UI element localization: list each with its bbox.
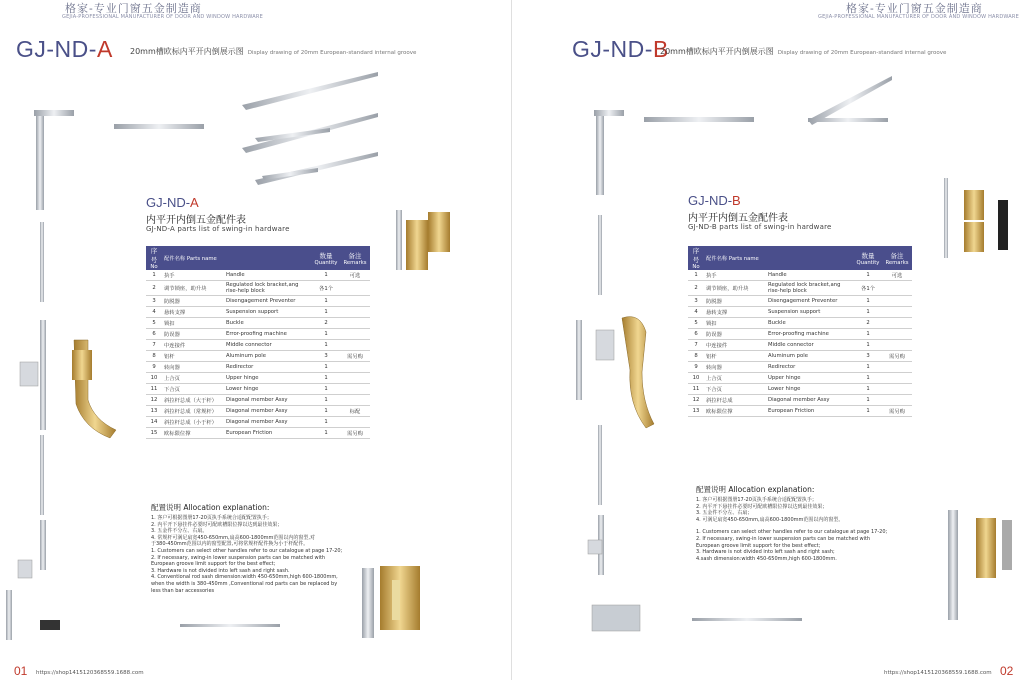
remark [340, 340, 370, 351]
table-row [146, 296, 370, 307]
table-row [688, 329, 912, 340]
quantity: 1 [854, 373, 882, 384]
shop-url: https://shop1415120368559.1688.com [36, 670, 144, 676]
quantity: 1 [854, 270, 882, 281]
row-number: 11 [146, 384, 162, 395]
table-row [146, 351, 370, 362]
quantity: 1 [854, 395, 882, 406]
part-name-en: Aluminum pole [224, 351, 312, 362]
remark [882, 307, 912, 318]
remark [340, 395, 370, 406]
quantity: 1 [854, 362, 882, 373]
part-name-cn: 执手 [162, 270, 224, 281]
table-row [688, 270, 912, 281]
part-name-cn: 欧标限位撑 [162, 428, 224, 439]
quantity: 1 [312, 296, 340, 307]
part-name-cn: 悬转支撑 [162, 307, 224, 318]
part-name-cn: 防脱器 [162, 296, 224, 307]
remark: 需另购 [882, 406, 912, 417]
allocation-line: 1. 客户可根据图册17-20页执手系统合适配配置执手； [151, 515, 272, 521]
row-number: 3 [146, 296, 162, 307]
brand-tagline: GEJIA-PROFESSIONAL MANUFACTURER OF DOOR AND WINDOW HARDWARE [818, 14, 1019, 20]
allocation-line: 1. 客户可根据图册17-20页执手系统合适配配置执手； [696, 497, 817, 503]
part-name-en: Handle [224, 270, 312, 281]
quantity: 1 [854, 340, 882, 351]
allocation-line: 2. If necessary, swing-in lower suspension parts can be matched with [696, 535, 871, 542]
remark: 需另购 [882, 351, 912, 362]
parts-list-title: 内平开内倒五金配件表 [688, 213, 788, 224]
allocation-line: 2. 内平开下悬挂件必要时可配欧槽限位撑以达到最佳效果； [151, 521, 283, 528]
part-name-en: European Friction [224, 428, 312, 439]
part-name-en: Aluminum pole [766, 351, 854, 362]
row-number: 15 [146, 428, 162, 439]
part-name-cn: 斜拉杆总成 [704, 395, 766, 406]
table-row [688, 296, 912, 307]
allocation-line: 2. If necessary, swing-in lower suspension parts can be matched with [151, 554, 326, 561]
table-row [146, 428, 370, 439]
table-row [146, 384, 370, 395]
part-name-en: Diagonal member Assy [766, 395, 854, 406]
product-description: 20mm槽欧标内平开内倒展示图 Display drawing of 20mm European-standard internal groove [660, 47, 947, 56]
row-number: 11 [688, 384, 704, 395]
row-number: 14 [146, 417, 162, 428]
part-name-cn: 中连接件 [704, 340, 766, 351]
row-number: 7 [688, 340, 704, 351]
row-number: 1 [688, 270, 704, 281]
part-name-en: Redirector [766, 362, 854, 373]
upper-hinge-part [964, 190, 984, 220]
remark [340, 307, 370, 318]
allocation-line: when the width is 380-450mm ,Conventional rod parts can be replaced by [151, 580, 338, 587]
table-row [146, 281, 370, 296]
part-name-cn: 铝杆 [704, 351, 766, 362]
part-name-en: Regulated lock bracket,ang rise-help block [766, 281, 854, 296]
allocation-line: 1. Customers can select other handles refer to our catalogue at page 17-20; [151, 547, 343, 554]
row-number: 5 [146, 318, 162, 329]
quantity: 1 [312, 270, 340, 281]
part-name-en: Lower hinge [766, 384, 854, 395]
part-name-en: Error-proofing machine [224, 329, 312, 340]
row-number: 8 [146, 351, 162, 362]
page-number: 01 [14, 664, 28, 678]
remark [340, 318, 370, 329]
remark [882, 340, 912, 351]
table-row [146, 307, 370, 318]
part-name-cn: 调节锁座，助升块 [162, 281, 224, 296]
product-code: GJ-ND-A [16, 36, 113, 62]
remark [340, 362, 370, 373]
table-row [146, 362, 370, 373]
remark [340, 417, 370, 428]
part-name-en: European Friction [766, 406, 854, 417]
quantity: 3 [312, 351, 340, 362]
table-row [146, 270, 370, 281]
part-name-en: Redirector [224, 362, 312, 373]
row-number: 12 [688, 395, 704, 406]
allocation-line: 1. Customers can select other handles refer to our catalogue at page 17-20; [696, 529, 888, 536]
quantity: 1 [854, 329, 882, 340]
brand-name: 格家-专业门窗五金制造商 [65, 2, 202, 15]
part-name-en: Suspension support [224, 307, 312, 318]
quantity: 1 [312, 307, 340, 318]
part-name-en: Buckle [766, 318, 854, 329]
allocation-line: 3. Hardware is not divided into left sash and right sash; [696, 549, 835, 556]
part-name-en: Buckle [224, 318, 312, 329]
allocation-title: 配置说明 Allocation explanation: [151, 503, 270, 512]
row-number: 13 [146, 406, 162, 417]
middle-connector-part [40, 320, 46, 430]
part-name-cn: 调节锁座，助升块 [704, 281, 766, 296]
row-number: 2 [688, 281, 704, 296]
allocation-line: 3. Hardware is not divided into left sash and right sash. [151, 567, 290, 574]
page-number: 02 [1000, 664, 1014, 678]
parts-list-code: GJ-ND-A [146, 195, 199, 210]
allocation-line: European groove limit support for the best effect; [151, 561, 276, 568]
part-name-cn: 中连接件 [162, 340, 224, 351]
table-row [146, 373, 370, 384]
part-name-en: Diagonal member Assy [224, 395, 312, 406]
parts-table [146, 246, 370, 439]
row-number: 12 [146, 395, 162, 406]
upper-hinge-part [406, 220, 428, 270]
remark [882, 384, 912, 395]
table-row [146, 329, 370, 340]
part-name-cn: 悬转支撑 [704, 307, 766, 318]
table-row [688, 406, 912, 417]
parts-list-subtitle: GJ-ND-B parts list of swing-in hardware [688, 223, 832, 231]
remark [340, 329, 370, 340]
brand-name: 格家-专业门窗五金制造商 [846, 2, 983, 15]
table-row [146, 340, 370, 351]
table-row [688, 318, 912, 329]
quantity: 1 [312, 384, 340, 395]
allocation-text [151, 515, 371, 594]
part-name-cn: 上合页 [704, 373, 766, 384]
row-number: 9 [146, 362, 162, 373]
table-row [688, 351, 912, 362]
remark [882, 362, 912, 373]
remark [340, 296, 370, 307]
table-row [146, 417, 370, 428]
quantity: 1 [312, 329, 340, 340]
row-number: 6 [688, 329, 704, 340]
part-name-en: Middle connector [766, 340, 854, 351]
part-name-cn: 欧标限位撑 [704, 406, 766, 417]
allocation-line: 于380-450mm范围以内的窗型配置,可将常规杆配件换为小于杆配件。 [151, 541, 309, 548]
lower-hinge-part [976, 518, 996, 578]
part-name-cn: 执手 [704, 270, 766, 281]
table-row [688, 340, 912, 351]
parts-table [688, 246, 912, 417]
allocation-title: 配置说明 Allocation explanation: [696, 485, 815, 494]
quantity: 1 [312, 406, 340, 417]
diagonal-member-1 [242, 72, 378, 110]
row-number: 4 [146, 307, 162, 318]
table-row [688, 395, 912, 406]
shop-url: https://shop1415120368559.1688.com [884, 670, 992, 676]
remark [340, 281, 370, 296]
allocation-line: less than bar accessories [151, 587, 215, 594]
table-row [688, 384, 912, 395]
part-name-cn: 铝杆 [162, 351, 224, 362]
part-name-cn: 下合页 [162, 384, 224, 395]
part-name-en: Diagonal member Assy [224, 406, 312, 417]
remark: 需另购 [340, 428, 370, 439]
quantity: 2 [312, 318, 340, 329]
table-row [146, 395, 370, 406]
allocation-line: 4. Conventional rod sash dimension:width 450-650mm,high 600-1800mm, [151, 574, 338, 581]
product-description: 20mm槽欧标内平开内倒展示图 Display drawing of 20mm European-standard internal groove [130, 47, 417, 56]
part-name-cn: 锁扣 [704, 318, 766, 329]
part-name-en: Disengagement Preventer [224, 296, 312, 307]
row-number: 3 [688, 296, 704, 307]
part-name-en: Handle [766, 270, 854, 281]
remark [882, 281, 912, 296]
row-number: 7 [146, 340, 162, 351]
row-number: 2 [146, 281, 162, 296]
remark [340, 384, 370, 395]
part-name-en: Error-proofing machine [766, 329, 854, 340]
quantity: 1 [312, 395, 340, 406]
row-number: 4 [688, 307, 704, 318]
row-number: 6 [146, 329, 162, 340]
row-number: 5 [688, 318, 704, 329]
table-row [146, 318, 370, 329]
remark [340, 373, 370, 384]
row-number: 10 [146, 373, 162, 384]
allocation-text [696, 497, 916, 562]
handle-part [622, 317, 654, 428]
part-name-cn: 斜拉杆总成（大于杆） [162, 395, 224, 406]
quantity: 3 [854, 351, 882, 362]
part-name-cn: 上合页 [162, 373, 224, 384]
quantity: 2 [854, 318, 882, 329]
row-number: 8 [688, 351, 704, 362]
table-header: 序号 No 配件名称 Parts name 数量 Quantity 备注 Remarks [146, 246, 370, 270]
quantity: 各1个 [312, 281, 340, 296]
part-name-en: Diagonal member Assy [224, 417, 312, 428]
brand-tagline: GEJIA-PROFESSIONAL MANUFACTURER OF DOOR AND WINDOW HARDWARE [62, 14, 263, 20]
product-code: GJ-ND-B [572, 36, 669, 62]
remark [882, 318, 912, 329]
table-header: 序号 No 配件名称 Parts name 数量 Quantity 备注 Remarks [688, 246, 912, 270]
table-row [688, 307, 912, 318]
parts-list-subtitle: GJ-ND-A parts list of swing-in hardware [146, 225, 290, 233]
remark: 标配 [340, 406, 370, 417]
allocation-line: 4. 常规杆可满足扇宽450-650mm,扇高600-1800mm范围以内的窗型,对 [151, 534, 315, 541]
allocation-line: 3. 五金件不分左、右扇。 [151, 528, 208, 535]
table-row [688, 373, 912, 384]
part-name-cn: 斜拉杆总成（常规杆） [162, 406, 224, 417]
part-name-en: Suspension support [766, 307, 854, 318]
table-row [146, 406, 370, 417]
quantity: 1 [312, 362, 340, 373]
part-name-cn: 下合页 [704, 384, 766, 395]
row-number: 1 [146, 270, 162, 281]
remark [882, 329, 912, 340]
remark: 可选 [340, 270, 370, 281]
part-name-en: Upper hinge [224, 373, 312, 384]
part-name-cn: 转向器 [162, 362, 224, 373]
quantity: 1 [312, 373, 340, 384]
quantity: 1 [312, 417, 340, 428]
row-number: 13 [688, 406, 704, 417]
allocation-line: 4. 可满足扇宽450-650mm,扇高600-1800mm范围以内的窗型。 [696, 516, 844, 523]
remark: 需另购 [340, 351, 370, 362]
allocation-line: European groove limit support for the best effect; [696, 542, 821, 549]
part-name-cn: 防误器 [704, 329, 766, 340]
part-name-en: Upper hinge [766, 373, 854, 384]
part-name-en: Disengagement Preventer [766, 296, 854, 307]
row-number: 10 [688, 373, 704, 384]
quantity: 1 [312, 428, 340, 439]
right-page [512, 0, 1024, 680]
allocation-line: 2. 内平开下悬挂件必要时可配欧槽限位撑以达到最佳效果； [696, 503, 828, 510]
part-name-cn: 防脱器 [704, 296, 766, 307]
table-row [688, 281, 912, 296]
quantity: 1 [854, 307, 882, 318]
part-name-cn: 防误器 [162, 329, 224, 340]
allocation-line: 3. 五金件不分左、右扇； [696, 510, 753, 517]
remark [882, 296, 912, 307]
quantity: 1 [312, 340, 340, 351]
remark: 可选 [882, 270, 912, 281]
parts-list-code: GJ-ND-B [688, 193, 741, 208]
row-number: 9 [688, 362, 704, 373]
part-name-cn: 斜拉杆总成（小于杆） [162, 417, 224, 428]
quantity: 1 [854, 406, 882, 417]
diagonal-member [808, 76, 892, 125]
quantity: 1 [854, 296, 882, 307]
remark [882, 373, 912, 384]
part-name-en: Middle connector [224, 340, 312, 351]
parts-list-title: 内平开内倒五金配件表 [146, 215, 246, 226]
part-name-en: Regulated lock bracket,ang rise-help block [224, 281, 312, 296]
part-name-en: Lower hinge [224, 384, 312, 395]
redirector-part [36, 115, 44, 210]
table-row [688, 362, 912, 373]
allocation-line: 4.sash dimension:width 450-650mm,high 600-1800mm. [696, 555, 837, 562]
part-name-cn: 转向器 [704, 362, 766, 373]
quantity: 各1个 [854, 281, 882, 296]
aluminum-pole [40, 222, 44, 302]
remark [882, 395, 912, 406]
quantity: 1 [854, 384, 882, 395]
part-name-cn: 锁扣 [162, 318, 224, 329]
